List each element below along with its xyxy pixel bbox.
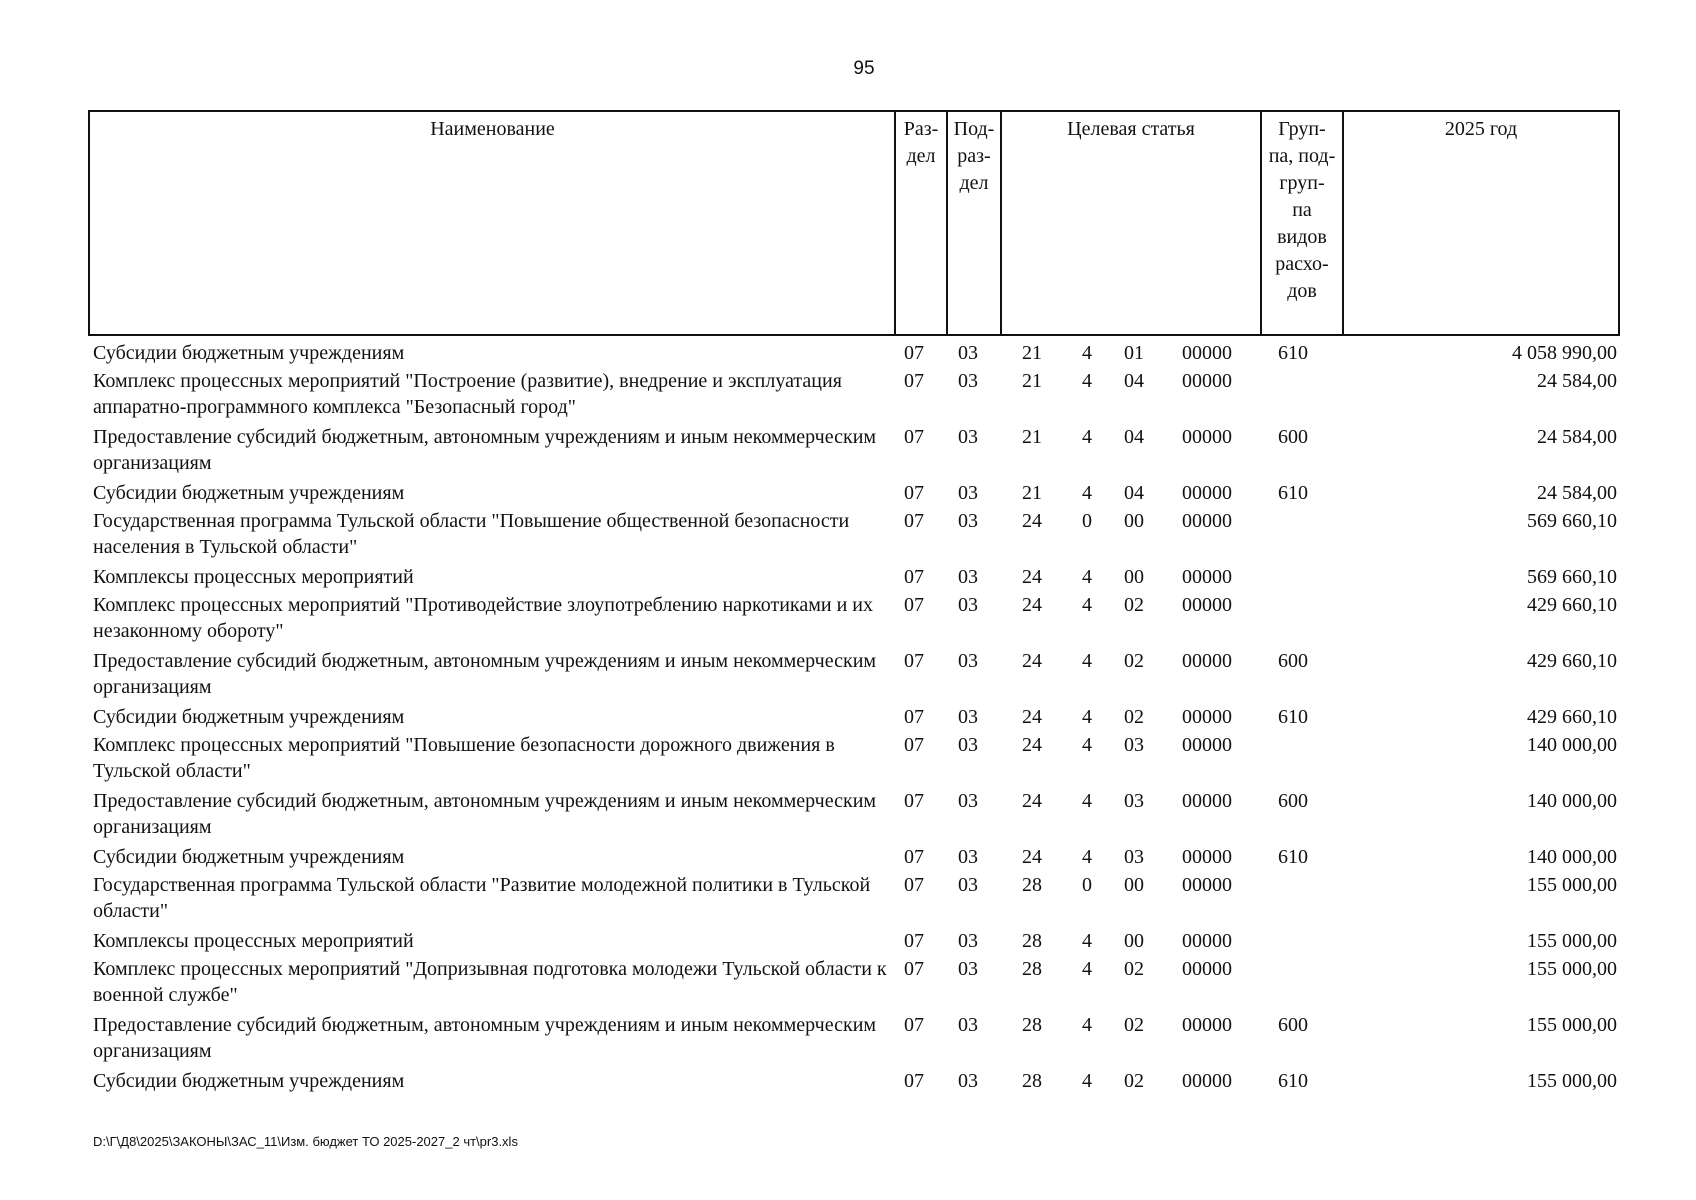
razdel-cell: 07 (904, 482, 924, 504)
group-cell: 610 (1278, 482, 1308, 504)
target-item-cell: 03 (1124, 790, 1144, 812)
amount-cell: 429 660,10 (1527, 706, 1617, 728)
razdel-cell: 07 (904, 510, 924, 532)
table-body (0, 337, 1696, 1093)
group-cell: 610 (1278, 1070, 1308, 1092)
header-razdel-line: дел (906, 145, 936, 167)
row-name: Субсидии бюджетным учреждениям (93, 342, 405, 364)
target-direction-cell: 00000 (1182, 734, 1232, 756)
header-podrazdel-line: Под- (953, 118, 995, 140)
target-program-cell: 21 (1022, 482, 1042, 504)
target-item-cell: 00 (1124, 874, 1144, 896)
target-item-cell: 02 (1124, 958, 1144, 980)
header-group-line: груп- (1279, 172, 1325, 194)
header-group (1262, 112, 1342, 334)
target-item-cell: 01 (1124, 342, 1144, 364)
target-item-cell: 04 (1124, 482, 1144, 504)
amount-cell: 569 660,10 (1527, 510, 1617, 532)
razdel-cell: 07 (904, 958, 924, 980)
razdel-cell: 07 (904, 650, 924, 672)
target-direction-cell: 00000 (1182, 426, 1232, 448)
row-name: Комплекс процессных мероприятий "Построение (развитие), внедрение и эксплуатация аппаратно-программного комплекса "Безопасный город" (93, 370, 842, 418)
target-type-cell: 4 (1082, 846, 1092, 868)
table-row (0, 1065, 1696, 1093)
amount-cell: 155 000,00 (1527, 1070, 1617, 1092)
header-group-line: па, под- (1268, 145, 1336, 167)
podrazdel-cell: 03 (958, 874, 978, 896)
amount-cell: 155 000,00 (1527, 1014, 1617, 1036)
table-row (0, 953, 1696, 1009)
target-item-cell: 02 (1124, 1070, 1144, 1092)
razdel-cell: 07 (904, 594, 924, 616)
row-name: Комплекс процессных мероприятий "Противодействие злоупотреблению наркотиками и их незаконному обороту" (93, 594, 873, 642)
file-path-footer: D:\Г\Д8\2025\ЗАКОНЫ\ЗАС_11\Изм. бюджет ТО 2025-2027_2 чт\pr3.xls (93, 1134, 518, 1149)
target-direction-cell: 00000 (1182, 874, 1232, 896)
group-cell: 610 (1278, 846, 1308, 868)
razdel-cell: 07 (904, 370, 924, 392)
target-direction-cell: 00000 (1182, 1014, 1232, 1036)
target-program-cell: 24 (1022, 846, 1042, 868)
target-program-cell: 28 (1022, 958, 1042, 980)
target-item-cell: 04 (1124, 426, 1144, 448)
target-direction-cell: 00000 (1182, 342, 1232, 364)
podrazdel-cell: 03 (958, 510, 978, 532)
header-group-line: видов (1277, 226, 1327, 248)
amount-cell: 140 000,00 (1527, 846, 1617, 868)
row-name: Предоставление субсидий бюджетным, автономным учреждениям и иным некоммерческим организациям (93, 426, 877, 474)
target-type-cell: 4 (1082, 1014, 1092, 1036)
row-name: Предоставление субсидий бюджетным, автономным учреждениям и иным некоммерческим организациям (93, 790, 877, 838)
target-direction-cell: 00000 (1182, 958, 1232, 980)
razdel-cell: 07 (904, 706, 924, 728)
target-program-cell: 28 (1022, 1070, 1042, 1092)
row-name: Комплекс процессных мероприятий "Повышение безопасности дорожного движения в Тульской области" (93, 734, 835, 782)
target-direction-cell: 00000 (1182, 706, 1232, 728)
page-number: 95 (853, 58, 875, 79)
table-row (0, 701, 1696, 729)
target-direction-cell: 00000 (1182, 566, 1232, 588)
amount-cell: 24 584,00 (1537, 370, 1617, 392)
target-direction-cell: 00000 (1182, 846, 1232, 868)
target-type-cell: 0 (1082, 874, 1092, 896)
row-name: Субсидии бюджетным учреждениям (93, 1070, 405, 1092)
podrazdel-cell: 03 (958, 846, 978, 868)
razdel-cell: 07 (904, 790, 924, 812)
row-name: Комплексы процессных мероприятий (93, 930, 414, 952)
target-item-cell: 00 (1124, 930, 1144, 952)
target-item-cell: 04 (1124, 370, 1144, 392)
podrazdel-cell: 03 (958, 958, 978, 980)
razdel-cell: 07 (904, 1014, 924, 1036)
group-cell: 600 (1278, 1014, 1308, 1036)
group-cell: 610 (1278, 706, 1308, 728)
target-item-cell: 00 (1124, 566, 1144, 588)
target-direction-cell: 00000 (1182, 510, 1232, 532)
table-row (0, 925, 1696, 953)
target-direction-cell: 00000 (1182, 594, 1232, 616)
table-row (0, 561, 1696, 589)
target-program-cell: 24 (1022, 790, 1042, 812)
target-item-cell: 02 (1124, 650, 1144, 672)
target-direction-cell: 00000 (1182, 930, 1232, 952)
amount-cell: 155 000,00 (1527, 930, 1617, 952)
header-group-line: расхо- (1275, 253, 1329, 275)
row-name: Комплекс процессных мероприятий "Допризывная подготовка молодежи Тульской области к военной службе" (93, 958, 887, 1006)
target-program-cell: 24 (1022, 594, 1042, 616)
target-type-cell: 4 (1082, 706, 1092, 728)
target-program-cell: 21 (1022, 370, 1042, 392)
amount-cell: 24 584,00 (1537, 426, 1617, 448)
row-name: Государственная программа Тульской области "Развитие молодежной политики в Тульской области" (93, 874, 871, 922)
table-row (0, 785, 1696, 841)
target-item-cell: 03 (1124, 734, 1144, 756)
target-type-cell: 4 (1082, 930, 1092, 952)
table-row (0, 421, 1696, 477)
group-cell: 610 (1278, 342, 1308, 364)
header-podrazdel (948, 112, 1000, 334)
target-program-cell: 21 (1022, 342, 1042, 364)
podrazdel-cell: 03 (958, 1070, 978, 1092)
razdel-cell: 07 (904, 342, 924, 364)
group-cell: 600 (1278, 650, 1308, 672)
target-type-cell: 0 (1082, 510, 1092, 532)
target-direction-cell: 00000 (1182, 482, 1232, 504)
amount-cell: 140 000,00 (1527, 734, 1617, 756)
target-program-cell: 24 (1022, 706, 1042, 728)
podrazdel-cell: 03 (958, 650, 978, 672)
target-program-cell: 24 (1022, 510, 1042, 532)
target-type-cell: 4 (1082, 594, 1092, 616)
row-name: Субсидии бюджетным учреждениям (93, 482, 405, 504)
razdel-cell: 07 (904, 846, 924, 868)
group-cell: 600 (1278, 426, 1308, 448)
podrazdel-cell: 03 (958, 342, 978, 364)
podrazdel-cell: 03 (958, 734, 978, 756)
target-item-cell: 00 (1124, 510, 1144, 532)
razdel-cell: 07 (904, 930, 924, 952)
target-program-cell: 21 (1022, 426, 1042, 448)
header-year: 2025 год (1444, 118, 1518, 140)
header-podrazdel-line: дел (959, 172, 989, 194)
podrazdel-cell: 03 (958, 426, 978, 448)
amount-cell: 24 584,00 (1537, 482, 1617, 504)
target-item-cell: 03 (1124, 846, 1144, 868)
target-direction-cell: 00000 (1182, 1070, 1232, 1092)
target-direction-cell: 00000 (1182, 790, 1232, 812)
target-program-cell: 28 (1022, 930, 1042, 952)
podrazdel-cell: 03 (958, 706, 978, 728)
podrazdel-cell: 03 (958, 482, 978, 504)
podrazdel-cell: 03 (958, 790, 978, 812)
table-row (0, 505, 1696, 561)
row-name: Субсидии бюджетным учреждениям (93, 846, 405, 868)
header-name: Наименование (430, 118, 555, 140)
podrazdel-cell: 03 (958, 594, 978, 616)
table-row (0, 869, 1696, 925)
header-group-line: па (1292, 199, 1312, 221)
table-row (0, 729, 1696, 785)
table-row (0, 841, 1696, 869)
target-item-cell: 02 (1124, 706, 1144, 728)
target-type-cell: 4 (1082, 342, 1092, 364)
table-row (0, 365, 1696, 421)
table-row (0, 1009, 1696, 1065)
target-direction-cell: 00000 (1182, 370, 1232, 392)
target-item-cell: 02 (1124, 594, 1144, 616)
target-type-cell: 4 (1082, 482, 1092, 504)
target-type-cell: 4 (1082, 790, 1092, 812)
table-row (0, 337, 1696, 365)
amount-cell: 155 000,00 (1527, 874, 1617, 896)
table-header (88, 110, 1620, 336)
podrazdel-cell: 03 (958, 566, 978, 588)
target-type-cell: 4 (1082, 958, 1092, 980)
row-name: Субсидии бюджетным учреждениям (93, 706, 405, 728)
razdel-cell: 07 (904, 874, 924, 896)
row-name: Предоставление субсидий бюджетным, автономным учреждениям и иным некоммерческим организациям (93, 650, 877, 698)
razdel-cell: 07 (904, 426, 924, 448)
header-podrazdel-line: раз- (957, 145, 991, 167)
amount-cell: 429 660,10 (1527, 650, 1617, 672)
target-program-cell: 28 (1022, 1014, 1042, 1036)
target-program-cell: 24 (1022, 650, 1042, 672)
target-type-cell: 4 (1082, 734, 1092, 756)
target-type-cell: 4 (1082, 650, 1092, 672)
razdel-cell: 07 (904, 1070, 924, 1092)
amount-cell: 140 000,00 (1527, 790, 1617, 812)
table-row (0, 645, 1696, 701)
target-type-cell: 4 (1082, 566, 1092, 588)
amount-cell: 569 660,10 (1527, 566, 1617, 588)
amount-cell: 429 660,10 (1527, 594, 1617, 616)
header-group-line: Груп- (1278, 118, 1326, 140)
target-direction-cell: 00000 (1182, 650, 1232, 672)
table-row (0, 477, 1696, 505)
podrazdel-cell: 03 (958, 1014, 978, 1036)
row-name: Комплексы процессных мероприятий (93, 566, 414, 588)
header-target: Целевая статья (1067, 118, 1195, 140)
row-name: Государственная программа Тульской области "Повышение общественной безопасности населения в Тульской области" (93, 510, 850, 558)
header-razdel (896, 112, 946, 334)
table-row (0, 589, 1696, 645)
amount-cell: 4 058 990,00 (1512, 342, 1617, 364)
header-group-line: дов (1287, 280, 1317, 302)
group-cell: 600 (1278, 790, 1308, 812)
target-type-cell: 4 (1082, 1070, 1092, 1092)
target-item-cell: 02 (1124, 1014, 1144, 1036)
header-razdel-line: Раз- (903, 118, 939, 140)
podrazdel-cell: 03 (958, 370, 978, 392)
target-program-cell: 24 (1022, 734, 1042, 756)
podrazdel-cell: 03 (958, 930, 978, 952)
row-name: Предоставление субсидий бюджетным, автономным учреждениям и иным некоммерческим организациям (93, 1014, 877, 1062)
razdel-cell: 07 (904, 566, 924, 588)
target-program-cell: 28 (1022, 874, 1042, 896)
target-program-cell: 24 (1022, 566, 1042, 588)
target-type-cell: 4 (1082, 426, 1092, 448)
razdel-cell: 07 (904, 734, 924, 756)
amount-cell: 155 000,00 (1527, 958, 1617, 980)
target-type-cell: 4 (1082, 370, 1092, 392)
